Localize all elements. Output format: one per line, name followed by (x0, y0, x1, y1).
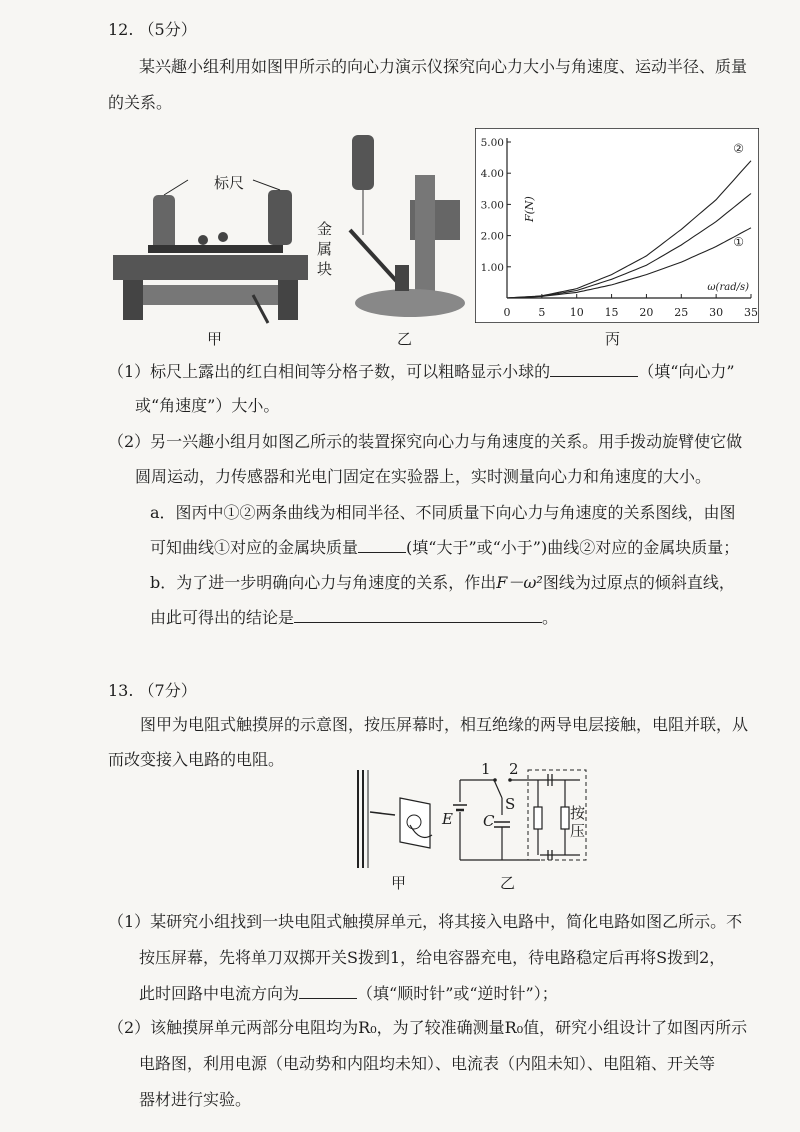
chart-x-tick-label: 30 (709, 306, 724, 319)
chart-y-tick-label: 1.00 (480, 261, 504, 274)
q12-p2-b-text-b: 图线为过原点的倾斜直线， (542, 573, 735, 592)
chart-frame (475, 128, 759, 323)
q13-p1-text-a: 此时回路中电流方向为 (139, 984, 300, 1003)
q13-fig-jia-caption: 甲 (391, 874, 407, 892)
chart-y-tick-label: 5.00 (480, 137, 504, 149)
q12-p2-a-blank[interactable] (358, 538, 406, 553)
chart-x-tick-label: 25 (674, 306, 689, 319)
q12-intro-line1: 某兴趣小组利用如图甲所示的向心力演示仪探究向心力大小与角速度、运动半径、质量 (139, 57, 748, 76)
q13-fig-label-C: C (483, 812, 495, 830)
fig-yi-metal-label-2: 属 (317, 240, 333, 258)
chart-x-tick-label: 0 (503, 306, 511, 319)
q12-p1-line2: 或“角速度”）大小。 (135, 396, 280, 415)
chart-series-label-2: ② (733, 141, 745, 156)
chart-x-tick-label: 35 (744, 306, 758, 319)
q12-p2-b-formula: F－ω² (496, 573, 543, 592)
q12-p1-text-a: （1）标尺上露出的红白相间等分格子数，可以粗略显示小球的 (108, 362, 551, 381)
q13-p2-line2: 电路图，利用电源（电动势和内阻均未知）、电流表（内阻未知）、电阻箱、开关等 (139, 1054, 716, 1073)
q13-p1-text-b: （填“顺时针”或“逆时针”）； (357, 984, 558, 1003)
chart-series-label-1: ① (733, 234, 745, 249)
chart-y-tick-label: 2.00 (480, 230, 504, 243)
chart-x-axis-label: ω(rad/s) (707, 282, 749, 293)
fig-yi-caption: 乙 (397, 330, 413, 348)
q13-header: 13. （7分） (108, 681, 197, 700)
q13-p1-line2: 按压屏幕，先将单刀双掷开关S拨到1，给电容器充电，待电路稳定后再将S拨到2， (139, 948, 726, 967)
fig-jia-ruler-label: 标尺 (214, 174, 245, 192)
chart-x-tick-label: 5 (538, 306, 546, 319)
q12-p2-line1: （2）另一兴趣小组月如图乙所示的装置探究向心力与角速度的关系。用手拨动旋臂使它做 (108, 432, 743, 451)
chart-bing (475, 128, 759, 323)
fig-yi-metal-label-3: 块 (317, 260, 333, 278)
q13-intro-line1: 图甲为电阻式触摸屏的示意图，按压屏幕时，相互绝缘的两导电层接触，电阻并联，从 (140, 715, 749, 734)
q12-p2-b-line2 (150, 608, 558, 628)
chart-y-tick-label: 3.00 (480, 199, 504, 212)
q13-fig-label-E: E (442, 810, 453, 828)
q12-p1-text-b: （填“向心力” (638, 362, 735, 381)
q12-p2-b-blank[interactable] (294, 608, 542, 623)
q12-p2-b-text-d: 。 (542, 608, 559, 627)
q12-p2-line2: 圆周运动，力传感器和光电门固定在实验器上，实时测量向心力和角速度的大小。 (135, 467, 712, 486)
q12-p2-a-line1: a．图丙中①②两条曲线为相同半径、不同质量下向心力与角速度的关系图线，由图 (150, 503, 736, 522)
q12-intro-line2: 的关系。 (108, 93, 173, 112)
q13-fig-label-press-2: 压 (570, 822, 586, 840)
q12-p2-a-line2 (150, 538, 739, 558)
q13-fig-label-press-1: 按 (570, 804, 586, 822)
q13-fig-label-1: 1 (481, 760, 491, 778)
q12-header: 12. （5分） (108, 20, 197, 39)
figure-jia-apparatus (108, 175, 313, 335)
q12-p2-a-text-b: (填“大于”或“小于”)曲线②对应的金属块质量； (406, 538, 740, 557)
q13-p2-line1: （2）该触摸屏单元两部分电阻均为R₀，为了较准确测量R₀值，研究小组设计了如图丙所示 (108, 1018, 748, 1037)
q12-p2-b-text-c: 由此可得出的结论是 (150, 608, 295, 627)
fig-jia-caption: 甲 (207, 330, 223, 348)
q13-p1-blank[interactable] (299, 984, 357, 999)
q13-p2-line3: 器材进行实验。 (139, 1090, 252, 1109)
q13-figure-jia-touchscreen (350, 770, 440, 870)
q12-p1-line1 (108, 362, 735, 382)
q13-p1-line1: （1）某研究小组找到一块电阻式触摸屏单元，将其接入电路中，简化电路如图乙所示。不 (108, 912, 743, 931)
fig-bing-caption: 丙 (605, 330, 621, 348)
q12-p1-blank[interactable] (550, 362, 638, 377)
q12-p2-a-text-a: 可知曲线①对应的金属块质量 (150, 538, 359, 557)
q13-fig-label-S: S (505, 795, 516, 813)
chart-x-tick-label: 20 (639, 306, 654, 319)
q12-p2-b-text-a: b．为了进一步明确向心力与角速度的关系，作出 (150, 573, 497, 592)
chart-x-tick-label: 15 (604, 306, 619, 319)
fig-yi-metal-label-1: 金 (317, 220, 333, 238)
q13-fig-yi-caption: 乙 (500, 874, 516, 892)
q13-fig-label-2: 2 (509, 760, 519, 778)
chart-y-tick-label: 4.00 (480, 168, 504, 181)
chart-x-tick-label: 10 (569, 306, 584, 319)
q12-p2-b-line1 (150, 573, 735, 593)
chart-y-axis-label: F(N) (523, 196, 536, 222)
figure-yi-device (340, 125, 470, 325)
q13-p1-line3 (139, 984, 558, 1004)
q13-intro-line2: 而改变接入电路的电阻。 (108, 750, 285, 769)
